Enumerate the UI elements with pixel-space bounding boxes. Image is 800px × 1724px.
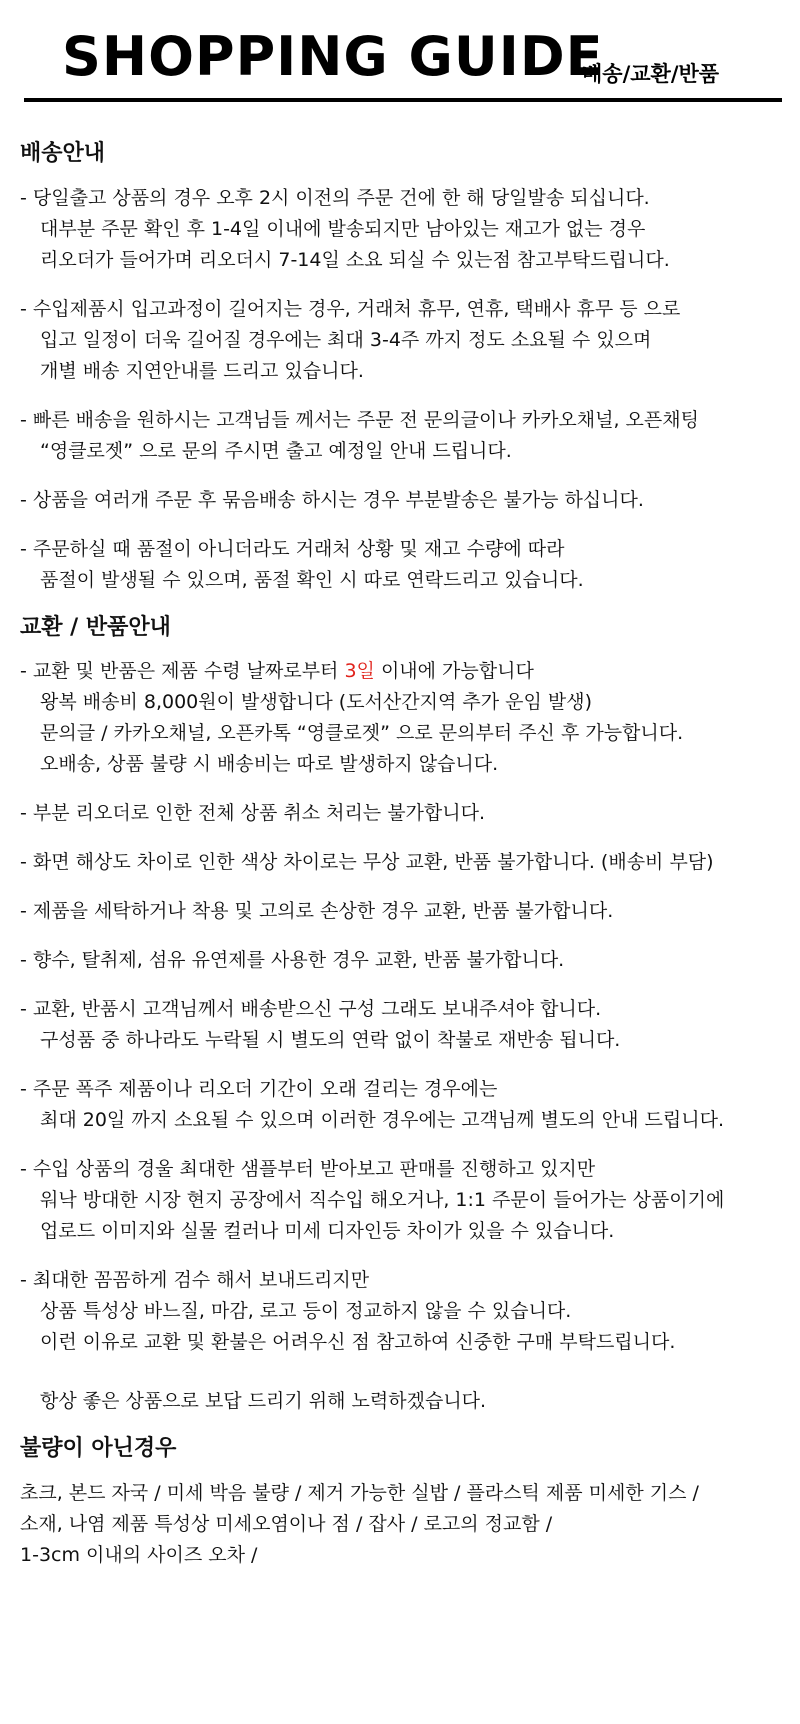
shipping-item-line: 대부분 주문 확인 후 1-4일 이내에 발송되지만 남아있는 재고가 없는 경우 [40,217,646,240]
exchange-item [20,1154,790,1247]
exchange-item-line: 워낙 방대한 시장 현지 공장에서 직수입 해오거나, 1:1 주문이 들어가는 상품이기에 [40,1189,725,1212]
exchange-item-line: 상품 특성상 바느질, 마감, 로고 등이 정교하지 않을 수 있습니다. [40,1300,572,1323]
exchange-item [20,798,790,829]
shipping-item-line: - 수입제품시 입고과정이 길어지는 경우, 거래처 휴무, 연휴, 택배사 휴무 등 으로 [20,297,681,320]
guide-content [20,126,790,1571]
page-subtitle: 배송/교환/반품 [582,62,720,86]
page-title: SHOPPING GUIDE [62,25,604,88]
deadline-highlight: 3일 [344,660,375,683]
exchange-item-line: - 수입 상품의 경울 최대한 샘플부터 받아보고 판매를 진행하고 있지만 [20,1158,596,1181]
exchange-item [20,896,790,927]
shipping-item-line: - 당일출고 상품의 경우 오후 2시 이전의 주문 건에 한 해 당일발송 되십니다. [20,186,650,209]
not-defect-line: 초크, 본드 자국 / 미세 박음 불량 / 제거 가능한 실밥 / 플라스틱 제품 미세한 기스 / [20,1481,699,1504]
exchange-item-line: - 최대한 꼼꼼하게 검수 해서 보내드리지만 [20,1269,370,1292]
header-divider [24,98,782,102]
exchange-item-line: - 교환, 반품시 고객님께서 배송받으신 구성 그래도 보내주셔야 합니다. [20,998,602,1021]
exchange-item-line [20,1358,790,1386]
exchange-item [20,994,790,1056]
exchange-item [20,1074,790,1136]
exchange-item-line: 문의글 / 카카오채널, 오픈카톡 “영클로젯” 으로 문의부터 주신 후 가능합니다. [40,722,684,745]
shipping-item-line: 리오더가 들어가며 리오더시 7-14일 소요 되실 수 있는점 참고부탁드립니다. [40,248,670,271]
shipping-item [20,485,790,516]
shipping-item [20,534,790,596]
exchange-item-line: 오배송, 상품 불량 시 배송비는 따로 발생하지 않습니다. [40,753,499,776]
exchange-item-line: - 향수, 탈취제, 섬유 유연제를 사용한 경우 교환, 반품 불가합니다. [20,949,565,972]
exchange-item-line: - 제품을 세탁하거나 착용 및 고의로 손상한 경우 교환, 반품 불가합니다. [20,900,614,923]
shipping-item-line: - 빠른 배송을 원하시는 고객님들 께서는 주문 전 문의글이나 카카오채널, 오픈채팅 [20,408,699,431]
exchange-list [20,798,790,1417]
section-title-exchange: 교환 / 반품안내 [20,614,171,640]
exchange-item [20,847,790,878]
shipping-item-line: - 주문하실 때 품절이 아니더라도 거래처 상황 및 재고 수량에 따라 [20,537,565,560]
section-title-shipping: 배송안내 [20,141,106,166]
deadline-prefix: - 교환 및 반품은 제품 수령 날짜로부터 [20,660,345,683]
shipping-item [20,183,790,276]
shipping-item [20,294,790,387]
exchange-item-line: 왕복 배송비 8,000원이 발생합니다 (도서산간지역 추가 운임 발생) [40,691,592,714]
shipping-item-line: 개별 배송 지연안내를 드리고 있습니다. [40,359,364,382]
exchange-item [20,945,790,976]
shipping-item-line: 품절이 발생될 수 있으며, 품절 확인 시 따로 연락드리고 있습니다. [40,568,584,591]
exchange-deadline-line [20,656,790,687]
exchange-item-line: - 화면 해상도 차이로 인한 색상 차이로는 무상 교환, 반품 불가합니다. (배송비 부담) [20,851,714,874]
exchange-item-line: 최대 20일 까지 소요될 수 있으며 이러한 경우에는 고객님께 별도의 안내 드립니다. [40,1109,724,1132]
exchange-item-line: 업로드 이미지와 실물 컬러나 미세 디자인등 차이가 있을 수 있습니다. [40,1220,615,1243]
shipping-list [20,183,790,596]
shipping-item-line: “영클로젯” 으로 문의 주시면 출고 예정일 안내 드립니다. [40,439,512,462]
exchange-item-line: - 부분 리오더로 인한 전체 상품 취소 처리는 불가합니다. [20,802,486,825]
deadline-suffix: 이내에 가능합니다 [374,660,534,683]
exchange-item [20,1265,790,1417]
exchange-item-deadline [20,656,790,780]
exchange-item-line: 이런 이유로 교환 및 환불은 어려우신 점 참고하여 신중한 구매 부탁드립니다. [40,1331,676,1354]
not-defect-line: 소재, 나염 제품 특성상 미세오염이나 점 / 잡사 / 로고의 정교함 / [20,1512,553,1535]
page-header [0,0,800,106]
not-defect-list [20,1478,790,1571]
exchange-item-line: 항상 좋은 상품으로 보답 드리기 위해 노력하겠습니다. [40,1390,487,1413]
not-defect-line: 1-3cm 이내의 사이즈 오차 / [20,1543,258,1566]
shipping-item [20,405,790,467]
shipping-item-line: 입고 일정이 더욱 길어질 경우에는 최대 3-4주 까지 정도 소요될 수 있으며 [40,328,652,351]
shipping-item-line: - 상품을 여러개 주문 후 묶음배송 하시는 경우 부분발송은 불가능 하십니다. [20,488,644,511]
exchange-item-line: 구성품 중 하나라도 누락될 시 별도의 연락 없이 착불로 재반송 됩니다. [40,1029,621,1052]
exchange-item-line: - 주문 폭주 제품이나 리오더 기간이 오래 걸리는 경우에는 [20,1078,498,1101]
section-title-not-defect: 불량이 아닌경우 [20,1436,177,1462]
